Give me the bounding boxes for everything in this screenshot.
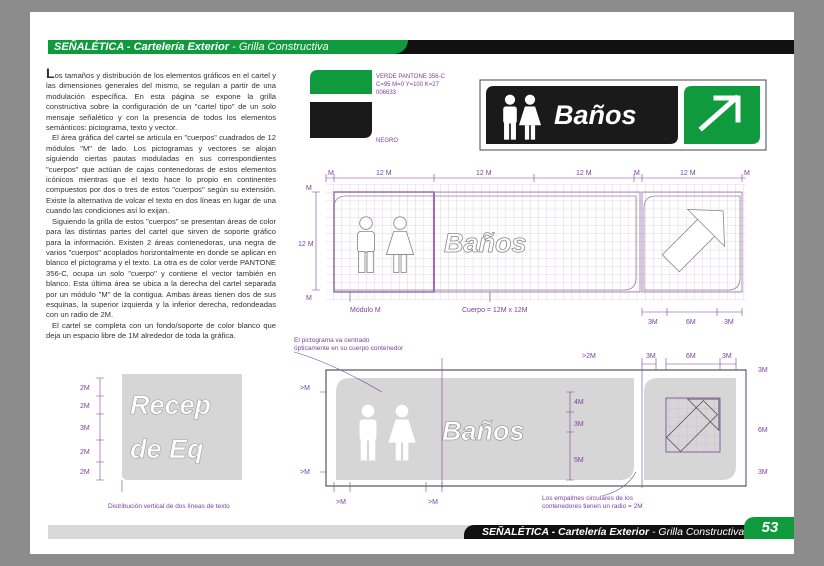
- dim-3m-b: 3M: [724, 319, 734, 326]
- layout-dim-gtm-left: >M: [336, 499, 346, 506]
- layout-dim-gtm-top: >M: [300, 385, 310, 392]
- dim-m-right: M: [744, 170, 750, 177]
- cuerpo-label: Cuerpo = 12M x 12M: [462, 307, 528, 314]
- paragraph-1: Los tamaños y distribución de los elementos gráficos en el cartel y las dimensiones generales del mismo, se regulan a partir de una modulación específica. En esta página se expone la grilla constructiva sobre la configuración de un "cartel tipo" de un solo mensaje señalético y con la presencia de todos los elementos semánticos: pictograma, texto y vector.: [46, 65, 276, 133]
- radius-note: Los empalmes circulares de los contenedores tienen un radio = 2M: [542, 495, 643, 510]
- brochure-page: [30, 12, 794, 554]
- layout-dim-3m-right-a: 3M: [758, 367, 768, 374]
- layout-dim-6m-top: 6M: [686, 353, 696, 360]
- dim-3m-a: 3M: [648, 319, 658, 326]
- twoline-line-1: Recep: [130, 390, 212, 420]
- green-swatch-label: VERDE PANTONE 356-C: [376, 74, 445, 80]
- twoline-dim-2m-b: 2M: [80, 403, 90, 410]
- black-swatch-label: NEGRO: [376, 138, 399, 144]
- footer-gray-bar: [48, 525, 488, 539]
- layout-dim-3m-top-a: 3M: [646, 353, 656, 360]
- twoline-dim-2m-a: 2M: [80, 385, 90, 392]
- twoline-figure: [80, 374, 242, 510]
- twoline-dim-2m-d: 2M: [80, 469, 90, 476]
- paragraph-2: El área gráfica del cartel se articula en "cuerpos" cuadrados de 12 módulos "M" de lado. Los pictogramas y vectores se alojan siguiendo ciertas pautas moduladas en sus correspondientes "cuerpos" que actúan de cajas contenedoras de estos elementos icónicos mientras que el texto hace lo propio en continentes compuestos por dos o tres de estos "cuerpos" según su extensión. Existe la alternativa de volcar el texto en dos líneas en lugar de una cuando las condiciones así lo exijan.: [46, 133, 276, 216]
- dim-m-top: M: [328, 170, 334, 177]
- finished-sign: [480, 80, 766, 150]
- pictogram-note: El pictograma va centrado ópticamente en su cuerpo contenedor: [294, 337, 404, 352]
- modulo-label: Módulo M: [350, 307, 381, 314]
- color-swatches: [310, 70, 445, 144]
- twoline-line-2: de Eq: [130, 434, 204, 464]
- layout-dim-4m: 4M: [574, 399, 584, 406]
- dim-m-gap: M: [634, 170, 640, 177]
- black-swatch: [310, 102, 372, 138]
- grid-figure: [298, 170, 750, 326]
- sign-green-area: [684, 86, 760, 144]
- dim-12m-4: 12 M: [680, 170, 696, 177]
- sign-text: Baños: [554, 100, 637, 130]
- layout-dim-3m-mid: 3M: [574, 421, 584, 428]
- layout-dim-gtm-bottom: >M: [300, 469, 310, 476]
- page-number: 53: [761, 519, 779, 536]
- green-swatch: [310, 70, 372, 94]
- green-swatch-cmyk: C=95 M=0 Y=100 K=27: [376, 82, 439, 88]
- dim-gt2m: >2M: [582, 353, 596, 360]
- paragraph-4: El cartel se completa con un fondo/soporte de color blanco que deja un espacio libre de 1M alrededor de toda la gráfica.: [46, 320, 276, 341]
- layout-dim-gtm-center: >M: [428, 499, 438, 506]
- page-footer: [48, 517, 794, 539]
- figures-canvas: [30, 12, 794, 554]
- paragraph-3: Siguiendo la grilla de estos "cuerpos" se presentan áreas de color para las distintas partes del cartel que sirven de soporte gráfico para la información. Existen 2 áreas contenedoras, una negra de varios "cuerpos" acoplados horizontalmente en donde se aplican en blanco el pictograma y el texto. La otra es de color verde PANTONE 356-C, ocupa un solo "cuerpo" y contiene el vector también en blanco. Esta última área se ubica a la derecha del cartel separada por un módulo "M" de la contigua. Ambas áreas tienen dos de sus esquinas, la superior izquierda y la inferior derecha, redondeadas con un radio de 2M.: [46, 216, 276, 320]
- twoline-dim-3m: 3M: [80, 425, 90, 432]
- layout-dim-3m-right-b: 3M: [758, 469, 768, 476]
- dim-12m-2: 12 M: [476, 170, 492, 177]
- twoline-dim-2m-c: 2M: [80, 449, 90, 456]
- grid-sign-text: Baños: [444, 228, 527, 258]
- dim-12m-1: 12 M: [376, 170, 392, 177]
- twoline-caption: Distribución vertical de dos líneas de texto: [108, 503, 230, 510]
- dim-6m: 6M: [686, 319, 696, 326]
- layout-figure: [294, 337, 768, 510]
- layout-dim-5m: 5M: [574, 457, 584, 464]
- dim-12m-3: 12 M: [576, 170, 592, 177]
- footer-green-tab: [744, 517, 794, 539]
- dim-12m-vertical: 12 M: [298, 241, 314, 248]
- dim-m-left-bottom: M: [306, 295, 312, 302]
- green-swatch-code: 006633: [376, 90, 397, 96]
- dropcap: L: [46, 65, 55, 81]
- layout-sign-text: Baños: [442, 416, 525, 446]
- dim-m-left-top: M: [306, 185, 312, 192]
- footer-title: SEÑALÉTICA - Cartelería Exterior - Grilla Constructiva: [482, 526, 745, 538]
- layout-dim-6m-right: 6M: [758, 427, 768, 434]
- header-title: SEÑALÉTICA - Cartelería Exterior - Grilla Constructiva: [54, 41, 329, 53]
- layout-dim-3m-top-b: 3M: [722, 353, 732, 360]
